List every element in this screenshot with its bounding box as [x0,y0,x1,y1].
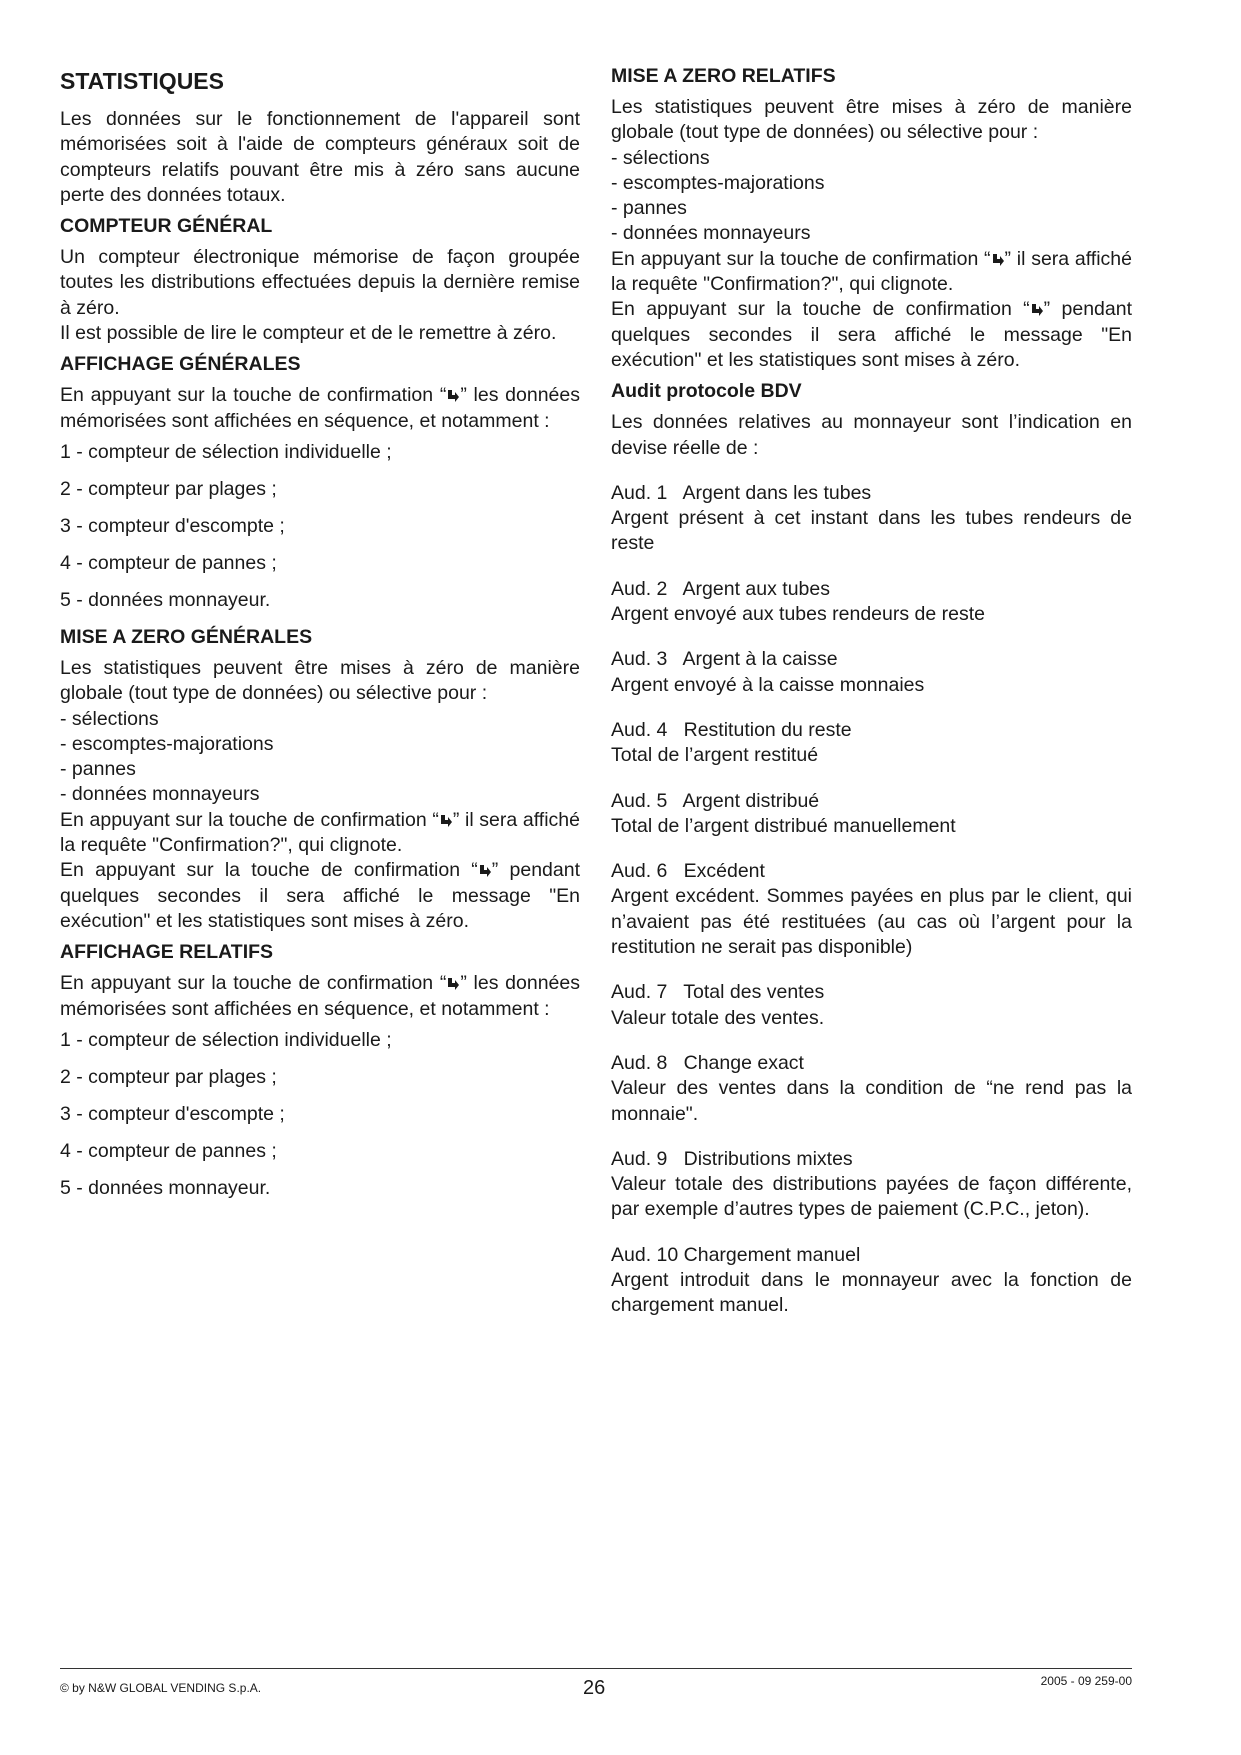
list-item: 5 - données monnayeur. [60,1176,271,1199]
audit-desc: Argent envoyé à la caisse monnaies [611,673,925,696]
audit-label: Aud. 7 Total des ventes [611,981,825,1004]
audit-item [611,647,1132,698]
list-item: - pannes [611,197,687,220]
audit-label: Aud. 5 Argent distribué [611,789,820,812]
audit-label: Aud. 10 Chargement manuel [611,1243,861,1266]
audit-label: Aud. 2 Argent aux tubes [611,577,830,600]
affichage-rel-paragraph [60,971,580,1022]
left-column [60,64,580,1213]
mise-rel-paragraph-1: Les statistiques peuvent être mises à zéro de manière globale (tout type de données) ou sélective pour : [611,96,1132,144]
text-segment: ” pendant quelques secondes il sera affiché le message "En exécution" et les statistiques sont mises à zéro. [611,298,1132,371]
heading-affichage-generales: AFFICHAGE GÉNÉRALES [60,353,301,376]
heading-mise-a-zero-generales: MISE A ZERO GÉNÉRALES [60,625,313,648]
list-item: 3 - compteur d'escompte ; [60,514,285,537]
list-item: - escomptes-majorations [611,171,825,194]
audit-desc: Valeur totale des ventes. [611,1006,825,1029]
list-item: 2 - compteur par plages ; [60,477,277,500]
text-segment: En appuyant sur la touche de confirmation “ [60,384,447,407]
audit-item [611,859,1132,960]
audit-label: Aud. 4 Restitution du reste [611,718,852,741]
audit-label: Aud. 3 Argent à la caisse [611,648,838,671]
list-item: 1 - compteur de sélection individuelle ; [60,1028,392,1051]
audit-item [611,980,1132,1031]
page-number: 26 [583,1677,606,1699]
list-item: - données monnayeurs [60,783,260,806]
audit-item [611,481,1132,557]
right-column [611,64,1132,1319]
audit-desc: Valeur totale des distributions payées de façon différente, par exemple d’autres types de paiement (C.P.C., jeton). [611,1173,1132,1221]
list-item: 1 - compteur de sélection individuelle ; [60,440,392,463]
text-segment: ” les données mémorisées sont affichées en séquence, et notamment : [60,384,580,432]
mise-gen-paragraph-1: Les statistiques peuvent être mises à zéro de manière globale (tout type de données) ou sélective pour : [60,656,580,705]
list-item: - escomptes-majorations [60,732,274,755]
mise-rel-paragraph-3 [611,297,1132,373]
text-segment: ” les données mémorisées sont affichées en séquence, et notamment : [60,972,580,1020]
heading-mise-a-zero-relatifs: MISE A ZERO RELATIFS [611,65,836,87]
confirm-key-icon [478,864,492,878]
confirm-key-icon [1030,303,1044,317]
list-item: 3 - compteur d'escompte ; [60,1102,285,1125]
audit-label: Aud. 9 Distributions mixtes [611,1147,853,1170]
mise-gen-paragraph-3 [60,858,580,934]
text-segment: En appuyant sur la touche de confirmation “ [60,859,478,882]
audit-desc: Total de l’argent restitué [611,744,819,767]
list-item: - sélections [611,146,710,169]
mise-rel-paragraph-2 [611,247,1132,298]
text-segment: ” il sera affiché la requête "Confirmation?", qui clignote. [60,808,580,857]
compteur-paragraph-1: Un compteur électronique mémorise de façon groupée toutes les distributions effectuées depuis la dernière remise à zéro. [60,246,580,319]
audit-desc: Argent envoyé aux tubes rendeurs de reste [611,603,985,626]
confirm-key-icon [446,389,460,403]
text-segment: En appuyant sur la touche de confirmation “ [60,972,447,995]
audit-item [611,1051,1132,1127]
document-code: 2005 - 09 259-00 [1040,1674,1132,1688]
list-item: 4 - compteur de pannes ; [60,1139,277,1162]
confirm-key-icon [446,977,460,991]
audit-desc: Argent introduit dans le monnayeur avec la fonction de chargement manuel. [611,1268,1132,1317]
audit-label: Aud. 8 Change exact [611,1051,804,1074]
compteur-paragraph-2: Il est possible de lire le compteur et de le remettre à zéro. [60,322,557,345]
text-segment: En appuyant sur la touche de confirmation “ [611,247,991,270]
list-item: - données monnayeurs [611,222,811,245]
audit-desc: Argent excédent. Sommes payées en plus par le client, qui n’avaient pas été restituées (au cas où l’argent pour la restitution ne serait pas disponible) [611,885,1132,959]
heading-affichage-relatifs: AFFICHAGE RELATIFS [60,941,274,964]
audit-label: Aud. 1 Argent dans les tubes [611,481,872,504]
audit-item [611,1243,1132,1319]
audit-intro: Les données relatives au monnayeur sont l’indication en devise réelle de : [611,411,1132,459]
audit-desc: Argent présent à cet instant dans les tubes rendeurs de reste [611,507,1132,555]
audit-desc: Total de l’argent distribué manuellement [611,814,956,837]
heading-compteur-general: COMPTEUR GÉNÉRAL [60,215,273,238]
footer-copyright: © by N&W GLOBAL VENDING S.p.A. [60,1681,262,1695]
list-item: 2 - compteur par plages ; [60,1065,277,1088]
audit-label: Aud. 6 Excédent [611,860,765,883]
text-segment: En appuyant sur la touche de confirmation “ [60,808,439,831]
affichage-gen-paragraph [60,383,580,434]
text-segment: ” il sera affiché la requête "Confirmation?", qui clignote. [611,247,1132,296]
text-segment: ” pendant quelques secondes il sera affiché le message "En exécution" et les statistiques sont mises à zéro. [60,859,580,932]
page-title: STATISTIQUES [60,68,224,94]
audit-desc: Valeur des ventes dans la condition de “ne rend pas la monnaie". [611,1077,1132,1125]
audit-item [611,577,1132,628]
audit-item [611,1147,1132,1223]
intro-paragraph: Les données sur le fonctionnement de l'appareil sont mémorisées soit à l'aide de compteurs généraux soit de compteurs relatifs pouvant être mis à zéro sans aucune perte des données totaux. [60,108,580,206]
footer-rule [60,1668,1132,1669]
confirm-key-icon [991,253,1005,267]
audit-item [611,789,1132,840]
list-item: - pannes [60,758,136,781]
text-segment: En appuyant sur la touche de confirmation “ [611,298,1030,321]
heading-audit-protocole: Audit protocole BDV [611,380,802,403]
list-item: - sélections [60,707,159,730]
list-item: 5 - données monnayeur. [60,588,271,611]
list-item: 4 - compteur de pannes ; [60,551,277,574]
audit-item [611,718,1132,769]
mise-gen-paragraph-2 [60,808,580,859]
confirm-key-icon [439,814,453,828]
